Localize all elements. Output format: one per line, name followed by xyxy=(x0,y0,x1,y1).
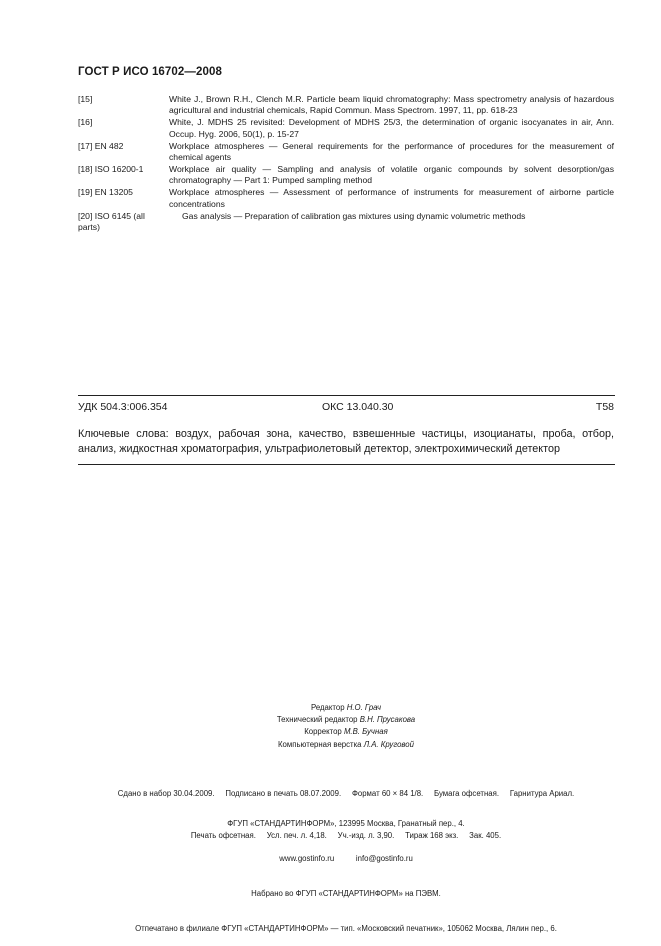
editor-role: Корректор xyxy=(304,727,342,737)
publisher-line: Набрано во ФГУП «СТАНДАРТИНФОРМ» на ПЭВМ. xyxy=(251,888,441,898)
reference-text: Workplace air quality — Sampling and analysis of volatile organic compounds by solvent desorption/gas chromatography — Part 1: Pumped sampling method xyxy=(169,163,614,186)
bibliography-item xyxy=(78,187,614,210)
publisher-web: www.gostinfo.ru info@gostinfo.ru xyxy=(279,853,413,863)
print-info-line: Печать офсетная. Усл. печ. л. 4,18. Уч.-изд. л. 3,90. Тираж 168 экз. Зак. 405. xyxy=(190,831,502,840)
editor-name: Н.О. Грач xyxy=(346,703,382,712)
editors-block xyxy=(78,702,614,751)
editor-line xyxy=(78,739,614,751)
bibliography-item xyxy=(78,141,614,164)
editor-line xyxy=(78,726,614,738)
bibliography-item xyxy=(78,211,614,234)
oks-code: ОКС 13.040.30 xyxy=(322,401,394,413)
t-code: Т58 xyxy=(595,401,614,413)
classification-row xyxy=(78,401,614,413)
publisher-line: ФГУП «СТАНДАРТИНФОРМ», 123995 Москва, Гранатный пер., 4. xyxy=(227,819,465,829)
reference-number: [18] ISO 16200-1 xyxy=(78,163,144,174)
editor-line xyxy=(78,714,614,726)
bibliography-item xyxy=(78,94,614,117)
editor-name: Л.А. Круговой xyxy=(363,739,414,749)
bottom-divider xyxy=(78,464,615,465)
reference-number: [17] EN 482 xyxy=(78,140,124,151)
editor-role: Редактор xyxy=(310,703,345,712)
udk-code: УДК 504.3:006.354 xyxy=(78,401,168,413)
keywords: Ключевые слова: воздух, рабочая зона, качество, взвешенные частицы, изоцианаты, проба, отбор, анализ, жидкостная хроматография, ультрафиолетовый детектор, электрохимический детектор xyxy=(78,428,614,455)
reference-number: [16] xyxy=(78,117,93,128)
reference-number: [19] EN 13205 xyxy=(78,187,133,198)
document-header: ГОСТ Р ИСО 16702—2008 xyxy=(78,66,223,78)
reference-text: Gas analysis — Preparation of calibration gas mixtures using dynamic volumetric methods xyxy=(182,210,526,221)
editor-line xyxy=(78,702,614,714)
bibliography-list xyxy=(78,94,614,234)
reference-text: Workplace atmospheres — General requirements for the performance of procedures for the measurement of chemical agents xyxy=(169,140,614,163)
editor-name: М.В. Бучная xyxy=(343,727,388,737)
bibliography-item xyxy=(78,164,614,187)
reference-text: White, J. MDHS 25 revisited: Development of MDHS 25/3, the determination of organic isocyanates in air, Ann. Occup. Hyg. 2006, 50(1), p. 15-27 xyxy=(169,117,614,139)
print-info-line: Сдано в набор 30.04.2009. Подписано в печать 08.07.2009. Формат 60 × 84 1/8. Бумага офсетная. Гарнитура Ариал. xyxy=(117,789,575,798)
reference-text: White J., Brown R.H., Clench M.R. Particle beam liquid chromatography: Mass spectrometry analysis of hazardous agricultural and industrial chemicals, Rapid Commun. Mass Spectrom. 1997, 11, pp. 618-23 xyxy=(169,94,614,116)
editor-name: В.Н. Прусакова xyxy=(359,715,416,725)
top-divider xyxy=(78,395,615,396)
editor-role: Компьютерная верстка xyxy=(278,739,362,749)
publisher-line: Отпечатано в филиале ФГУП «СТАНДАРТИНФОРМ» — тип. «Московский печатник», 105062 Москва, Лялин пер., 6. xyxy=(135,923,557,933)
reference-text: Workplace atmospheres — Assessment of performance of instruments for measurement of airborne particle concentrations xyxy=(169,187,614,209)
publisher-info xyxy=(78,795,614,946)
reference-number: [15] xyxy=(78,94,93,104)
reference-number: [20] ISO 6145 (all parts) xyxy=(78,210,145,232)
editor-role: Технический редактор xyxy=(276,715,358,725)
bibliography-item xyxy=(78,117,614,140)
